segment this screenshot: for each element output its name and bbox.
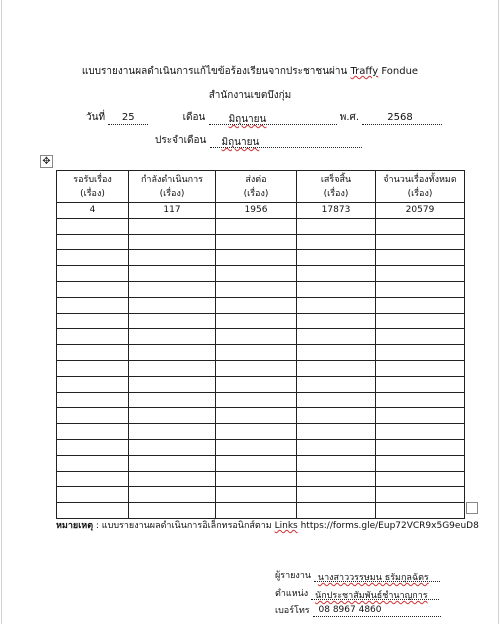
table-cell-empty[interactable] bbox=[376, 408, 465, 424]
table-row-empty bbox=[57, 376, 465, 392]
table-cell-empty[interactable] bbox=[297, 424, 376, 440]
table-cell-empty[interactable] bbox=[57, 376, 129, 392]
table-row bbox=[57, 203, 465, 219]
table-cell-empty[interactable] bbox=[57, 408, 129, 424]
table-cell-empty[interactable] bbox=[129, 487, 216, 503]
table-cell-empty[interactable] bbox=[129, 408, 216, 424]
phone-line bbox=[275, 603, 441, 617]
table-cell-empty[interactable] bbox=[297, 376, 376, 392]
table-cell-empty[interactable] bbox=[376, 503, 465, 519]
table-cell-empty[interactable] bbox=[57, 234, 129, 250]
table-cell-empty[interactable] bbox=[376, 455, 465, 471]
table-cell-empty[interactable] bbox=[297, 297, 376, 313]
table-cell-empty[interactable] bbox=[129, 455, 216, 471]
table-cell-empty[interactable] bbox=[297, 471, 376, 487]
table-cell-empty[interactable] bbox=[57, 503, 129, 519]
table-row-empty bbox=[57, 487, 465, 503]
table-cell-empty[interactable] bbox=[376, 234, 465, 250]
table-cell-empty[interactable] bbox=[376, 424, 465, 440]
table-cell-empty[interactable] bbox=[297, 281, 376, 297]
header-total: จำนวนเรื่องทั้งหมด (เรื่อง) bbox=[376, 171, 465, 203]
header-in-progress: กำลังดำเนินการ (เรื่อง) bbox=[129, 171, 216, 203]
table-cell-empty[interactable] bbox=[57, 266, 129, 282]
table-move-handle-icon[interactable]: ✥ bbox=[40, 155, 53, 168]
table-cell-empty[interactable] bbox=[376, 281, 465, 297]
table-row-empty bbox=[57, 408, 465, 424]
remark-url[interactable]: https://forms.gle/Eup72VCR9x5G9euD8 bbox=[297, 521, 479, 531]
remark-label: หมายเหตุ bbox=[56, 521, 94, 531]
table-cell-empty[interactable] bbox=[216, 376, 297, 392]
table-cell-empty[interactable] bbox=[376, 392, 465, 408]
table-header-row bbox=[57, 171, 465, 203]
month-label: เดือน bbox=[182, 112, 206, 123]
table-cell-empty[interactable] bbox=[376, 250, 465, 266]
table-row-empty bbox=[57, 234, 465, 250]
table-row-empty bbox=[57, 266, 465, 282]
table-cell-empty[interactable] bbox=[57, 487, 129, 503]
table-cell-empty[interactable] bbox=[57, 471, 129, 487]
table-cell-empty[interactable] bbox=[216, 313, 297, 329]
table-cell-empty[interactable] bbox=[129, 218, 216, 234]
month-value-text: มิถุนายน bbox=[228, 114, 267, 125]
year-label: พ.ศ. bbox=[339, 112, 360, 123]
cell-completed[interactable]: 17873 bbox=[297, 203, 376, 219]
year-value[interactable] bbox=[362, 112, 442, 125]
year-value-text: 2568 bbox=[387, 112, 413, 123]
period-value-text: มิถุนายน bbox=[221, 137, 260, 148]
remark-line bbox=[56, 518, 479, 532]
reporter-line bbox=[275, 568, 440, 582]
month-value[interactable] bbox=[209, 112, 337, 125]
table-cell-empty[interactable] bbox=[216, 455, 297, 471]
table-cell-empty[interactable] bbox=[129, 424, 216, 440]
table-cell-empty[interactable] bbox=[129, 250, 216, 266]
table-row-empty bbox=[57, 503, 465, 519]
title-suffix: Fondue bbox=[378, 66, 419, 77]
table-row-empty bbox=[57, 471, 465, 487]
table-row-empty bbox=[57, 439, 465, 455]
table-cell-empty[interactable] bbox=[376, 266, 465, 282]
table-cell-empty[interactable] bbox=[57, 439, 129, 455]
header-completed: เสร็จสิ้น (เรื่อง) bbox=[297, 171, 376, 203]
table-row-empty bbox=[57, 455, 465, 471]
table-cell-empty[interactable] bbox=[129, 329, 216, 345]
table-cell-empty[interactable] bbox=[57, 455, 129, 471]
table-cell-empty[interactable] bbox=[216, 345, 297, 361]
table-cell-empty[interactable] bbox=[129, 313, 216, 329]
title-prefix: แบบรายงานผลดำเนินการแก้ไขข้อร้องเรียนจากประชาชนผ่าน bbox=[81, 66, 351, 77]
table-cell-empty[interactable] bbox=[129, 503, 216, 519]
table-cell-empty[interactable] bbox=[129, 281, 216, 297]
day-value[interactable]: 25 bbox=[108, 112, 148, 125]
table-cell-empty[interactable] bbox=[57, 360, 129, 376]
remark-text: : แบบรายงานผลดำเนินการอิเล็กทรอนิกส์ตาม bbox=[93, 521, 275, 531]
document-title bbox=[0, 64, 500, 79]
position-label: ตำแหน่ง bbox=[275, 589, 309, 599]
table-cell-empty[interactable] bbox=[297, 392, 376, 408]
table-cell-empty[interactable] bbox=[216, 297, 297, 313]
table-cell-empty[interactable] bbox=[376, 313, 465, 329]
table-cell-empty[interactable] bbox=[57, 218, 129, 234]
table-cell-empty[interactable] bbox=[57, 329, 129, 345]
position-line bbox=[275, 586, 439, 600]
table-cell-empty[interactable] bbox=[376, 471, 465, 487]
remark-link-word: Links bbox=[274, 521, 298, 531]
table-cell-empty[interactable] bbox=[297, 408, 376, 424]
table-cell-empty[interactable] bbox=[297, 487, 376, 503]
table-cell-empty[interactable] bbox=[216, 392, 297, 408]
table-cell-empty[interactable] bbox=[129, 266, 216, 282]
document-subtitle: สำนักงานเขตบึงกุ่ม bbox=[208, 90, 292, 101]
table-cell-empty[interactable] bbox=[216, 250, 297, 266]
table-row-empty bbox=[57, 250, 465, 266]
table-cell-empty[interactable] bbox=[297, 345, 376, 361]
title-app-name: Traffy bbox=[350, 66, 379, 77]
table-cell-empty[interactable] bbox=[297, 503, 376, 519]
table-cell-empty[interactable] bbox=[297, 313, 376, 329]
table-cell-empty[interactable] bbox=[57, 281, 129, 297]
cell-pending[interactable]: 4 bbox=[57, 203, 129, 219]
table-row-empty bbox=[57, 218, 465, 234]
table-cell-empty[interactable] bbox=[376, 376, 465, 392]
header-pending: รอรับเรื่อง (เรื่อง) bbox=[57, 171, 129, 203]
period-value[interactable] bbox=[210, 135, 362, 148]
table-cell-empty[interactable] bbox=[216, 424, 297, 440]
table-cell-empty[interactable] bbox=[216, 439, 297, 455]
table-cell-empty[interactable] bbox=[297, 250, 376, 266]
table-row-empty bbox=[57, 329, 465, 345]
table-cell-empty[interactable] bbox=[376, 439, 465, 455]
table-row-empty bbox=[57, 297, 465, 313]
report-table bbox=[56, 170, 465, 519]
cell-in-progress[interactable]: 117 bbox=[129, 203, 216, 219]
table-cell-empty[interactable] bbox=[297, 439, 376, 455]
table-cell-empty[interactable] bbox=[297, 329, 376, 345]
table-cell-empty[interactable] bbox=[297, 455, 376, 471]
phone-label: เบอร์โทร bbox=[275, 606, 310, 616]
table-row-empty bbox=[57, 281, 465, 297]
table-cell-empty[interactable] bbox=[376, 360, 465, 376]
table-cell-empty[interactable] bbox=[129, 376, 216, 392]
day-label: วันที่ bbox=[86, 112, 106, 123]
table-cell-empty[interactable] bbox=[129, 392, 216, 408]
table-cell-empty[interactable] bbox=[129, 297, 216, 313]
table-cell-empty[interactable] bbox=[216, 281, 297, 297]
table-cell-empty[interactable] bbox=[57, 392, 129, 408]
table-cell-empty[interactable] bbox=[216, 471, 297, 487]
table-cell-empty[interactable] bbox=[57, 424, 129, 440]
table-cell-empty[interactable] bbox=[216, 234, 297, 250]
table-cell-empty[interactable] bbox=[376, 487, 465, 503]
reporter-value[interactable]: นางสาววรรษมน ธรัมกุลฉัตร bbox=[314, 570, 440, 582]
table-cell-empty[interactable] bbox=[297, 360, 376, 376]
position-value[interactable]: นักประชาสัมพันธ์ชำนาญการ bbox=[311, 588, 439, 600]
cell-forwarded[interactable]: 1956 bbox=[216, 203, 297, 219]
table-cell-empty[interactable] bbox=[57, 297, 129, 313]
table-cell-empty[interactable] bbox=[376, 297, 465, 313]
table-cell-empty[interactable] bbox=[216, 329, 297, 345]
table-row-empty bbox=[57, 424, 465, 440]
cell-total[interactable]: 20579 bbox=[376, 203, 465, 219]
table-cell-empty[interactable] bbox=[376, 329, 465, 345]
table-row-empty bbox=[57, 313, 465, 329]
table-cell-empty[interactable] bbox=[216, 503, 297, 519]
table-row-empty bbox=[57, 360, 465, 376]
table-row-empty bbox=[57, 345, 465, 361]
table-cell-empty[interactable] bbox=[216, 218, 297, 234]
table-cell-empty[interactable] bbox=[129, 234, 216, 250]
table-cell-empty[interactable] bbox=[129, 345, 216, 361]
table-cell-empty[interactable] bbox=[376, 345, 465, 361]
date-line bbox=[86, 110, 442, 125]
phone-value[interactable]: 08 8967 4860 bbox=[313, 605, 441, 617]
table-cell-empty[interactable] bbox=[297, 266, 376, 282]
table-cell-empty[interactable] bbox=[129, 471, 216, 487]
table-resize-handle[interactable] bbox=[466, 502, 478, 514]
table-cell-empty[interactable] bbox=[216, 408, 297, 424]
reporter-label: ผู้รายงาน bbox=[275, 571, 312, 581]
table-cell-empty[interactable] bbox=[216, 487, 297, 503]
table-cell-empty[interactable] bbox=[297, 218, 376, 234]
table-cell-empty[interactable] bbox=[376, 218, 465, 234]
table-cell-empty[interactable] bbox=[216, 266, 297, 282]
table-cell-empty[interactable] bbox=[57, 345, 129, 361]
header-forwarded: ส่งต่อ (เรื่อง) bbox=[216, 171, 297, 203]
table-cell-empty[interactable] bbox=[129, 360, 216, 376]
table-cell-empty[interactable] bbox=[297, 234, 376, 250]
table-cell-empty[interactable] bbox=[57, 250, 129, 266]
table-row-empty bbox=[57, 392, 465, 408]
table-cell-empty[interactable] bbox=[129, 439, 216, 455]
table-cell-empty[interactable] bbox=[57, 313, 129, 329]
period-line bbox=[155, 133, 362, 148]
table-cell-empty[interactable] bbox=[216, 360, 297, 376]
period-label: ประจำเดือน bbox=[155, 135, 207, 146]
